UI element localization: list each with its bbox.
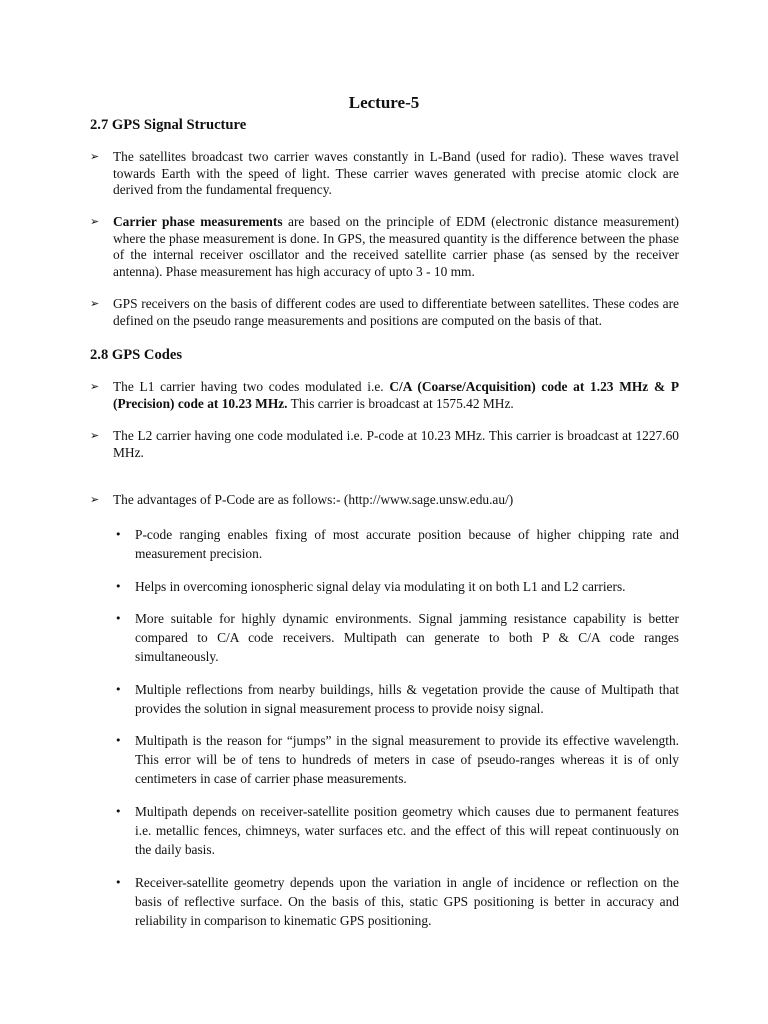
dot-bullet-icon: •: [115, 876, 122, 889]
bold-term: Carrier phase measurements: [113, 214, 283, 229]
sub-bullet-text: Multipath is the reason for “jumps” in the signal measurement to provide its effective wavelength. This error will be of tens to hundreds of meters in case of pseudo-ranges whereas it is of only centimeters in case of carrier phase measurements.: [135, 733, 679, 786]
bullet-text: The advantages of P-Code are as follows:- (http://www.sage.unsw.edu.au/): [113, 492, 514, 507]
arrow-bullet-icon: ➢: [90, 429, 100, 442]
sub-bullet-text: More suitable for highly dynamic environments. Signal jamming resistance capability is better compared to C/A code receivers. Multipath can generate to both P & C/A code ranges simultaneously.: [135, 611, 679, 664]
list-item: [90, 214, 679, 280]
arrow-bullet-icon: ➢: [90, 215, 100, 228]
bullet-text-rest: are based on the principle of EDM (electronic distance measurement) where the phase measurement is done. In GPS, the measured quantity is the difference between the phase of the internal receiver oscillator and the received satellite carrier phase (as sensed by the receiver antenna). Phase measurement has high accuracy of upto 3 - 10 mm.: [113, 214, 680, 279]
bullet-text: [113, 379, 679, 412]
bullet-text-suffix: This carrier is broadcast at 1575.42 MHz.: [287, 395, 514, 411]
dot-bullet-icon: •: [115, 805, 122, 818]
sub-bullet-text: Receiver-satellite geometry depends upon the variation in angle of incidence or reflection on the basis of reflective surface. On the basis of this, static GPS positioning is better in accuracy and reliability in comparison to kinematic GPS positioning.: [135, 875, 679, 928]
bold-term: C/A (Coarse/Acquisition) code at 1.23 MHz & P (Precision) code at 10.23 MHz.: [113, 379, 680, 411]
sub-bullet-text: Helps in overcoming ionospheric signal delay via modulating it on both L1 and L2 carriers.: [135, 579, 626, 594]
dot-bullet-icon: •: [115, 734, 122, 747]
sub-bullet-text: Multipath depends on receiver-satellite position geometry which causes due to permanent features i.e. metallic fences, chimneys, water surfaces etc. and the effect of this will repeat continuously on the daily basis.: [135, 804, 679, 857]
sub-list-item: [115, 802, 679, 859]
sub-list-item: [115, 525, 679, 563]
arrow-bullet-icon: ➢: [90, 297, 100, 310]
sub-list-item: [115, 731, 679, 788]
list-item: [90, 149, 679, 199]
dot-bullet-icon: •: [115, 580, 122, 593]
arrow-bullet-icon: ➢: [90, 150, 100, 163]
dot-bullet-icon: •: [115, 683, 122, 696]
bullet-text: [113, 214, 679, 280]
sub-list-item: [115, 873, 679, 930]
dot-bullet-icon: •: [115, 612, 122, 625]
list-item: [90, 492, 679, 509]
arrow-bullet-icon: ➢: [90, 380, 100, 393]
bullet-text: The L2 carrier having one code modulated i.e. P-code at 10.23 MHz. This carrier is broadcast at 1227.60 MHz.: [113, 428, 679, 460]
sub-list-item: [115, 577, 679, 596]
sub-list-item: [115, 609, 679, 666]
list-item: [90, 428, 679, 461]
section-heading-2-7: 2.7 GPS Signal Structure: [90, 117, 247, 133]
bullet-text: GPS receivers on the basis of different codes are used to differentiate between satellites. These codes are defined on the pseudo range measurements and positions are computed on the basis of that.: [113, 296, 679, 328]
lecture-title: Lecture-5: [348, 93, 420, 112]
list-item: [90, 296, 679, 329]
sub-list-item: [115, 680, 679, 718]
sub-bullet-text: Multiple reflections from nearby buildings, hills & vegetation provide the cause of Multipath that provides the solution in signal measurement process to provide noisy signal.: [135, 682, 679, 716]
list-item: [90, 379, 679, 412]
dot-bullet-icon: •: [115, 528, 122, 541]
section-heading-2-8: 2.8 GPS Codes: [90, 347, 183, 363]
sub-bullet-text: P-code ranging enables fixing of most accurate position because of higher chipping rate and measurement precision.: [135, 527, 679, 561]
arrow-bullet-icon: ➢: [90, 493, 100, 506]
bullet-text: The satellites broadcast two carrier waves constantly in L-Band (used for radio). These waves travel towards Earth with the speed of light. These carrier waves generated with precise atomic clock are derived from the fundamental frequency.: [113, 149, 679, 197]
bullet-text-prefix: The L1 carrier having two codes modulated i.e.: [113, 379, 390, 394]
